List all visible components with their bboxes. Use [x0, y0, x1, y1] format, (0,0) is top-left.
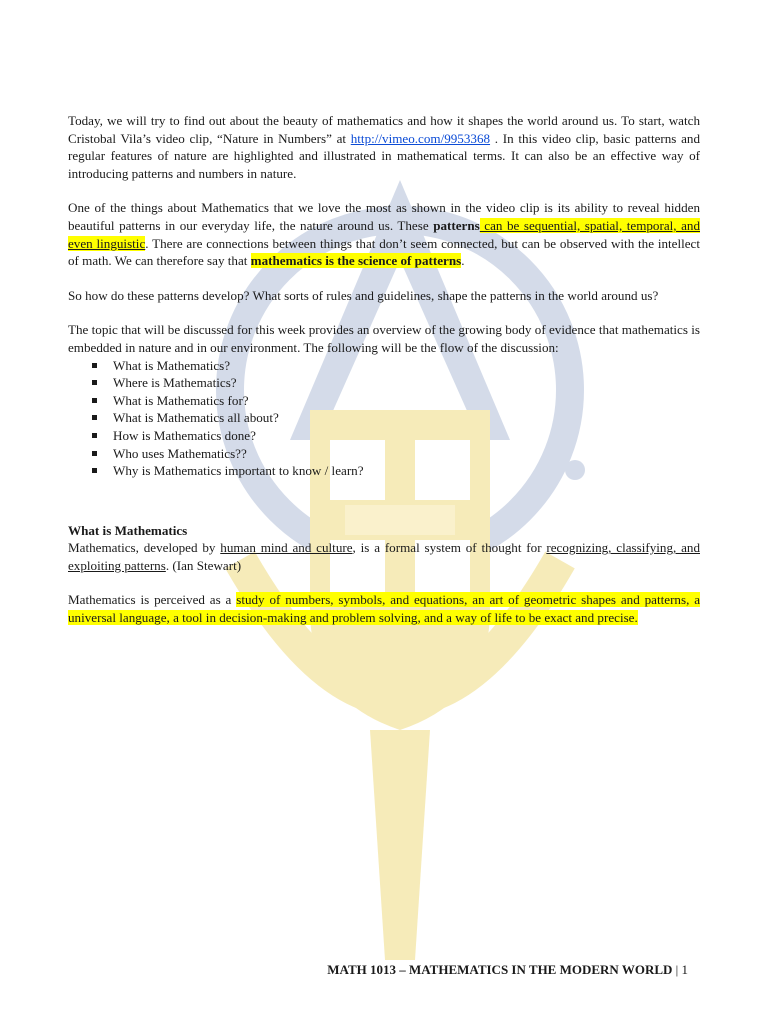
list-item: Where is Mathematics?	[113, 374, 700, 392]
video-link[interactable]: http://vimeo.com/9953368	[350, 130, 491, 146]
list-item: Who uses Mathematics??	[113, 445, 700, 463]
definition-paragraph	[68, 539, 700, 574]
perception-text-a: Mathematics is perceived as a	[68, 592, 237, 608]
patterns-text-c: .	[461, 253, 465, 269]
list-item: What is Mathematics?	[113, 357, 700, 375]
patterns-paragraph	[68, 199, 700, 269]
footer-page-number: 1	[681, 962, 688, 977]
definition-underline-2: recognizing, classifying, and exploiting patterns	[68, 540, 700, 573]
topics-list	[68, 357, 700, 480]
patterns-bold: patterns	[433, 217, 480, 233]
footer-course-title: MATH 1013 – MATHEMATICS IN THE MODERN WORLD	[327, 962, 673, 977]
section-heading: What is Mathematics	[68, 522, 188, 538]
patterns-text-b: . There are connections between things that don’t seem connected, but can be observed with the intellect of math. We can therefore say that	[68, 235, 701, 269]
page-footer	[327, 962, 688, 978]
list-item: Why is Mathematics important to know / learn?	[113, 462, 700, 480]
perception-highlight: study of numbers, symbols, and equations, an art of geometric shapes and patterns, a universal language, a tool in decision-making and problem solving, and a way of life to be exact and precise.	[68, 592, 701, 626]
intro-text-a: Today, we will try to find out about the beauty of mathematics and how it shapes the world around us. To start, watch Cristobal Vila’s video clip, “Nature in Numbers” at	[68, 113, 700, 146]
list-item: What is Mathematics all about?	[113, 409, 700, 427]
list-item: What is Mathematics for?	[113, 392, 700, 410]
definition-text-c: . (Ian Stewart)	[165, 557, 242, 573]
patterns-types-highlight: can be sequential, spatial, temporal, and even linguistic	[68, 217, 700, 251]
document-body	[68, 112, 700, 644]
question-paragraph: So how do these patterns develop? What sorts of rules and guidelines, shape the patterns in the world around us?	[68, 287, 659, 303]
science-of-patterns-highlight: mathematics is the science of patterns	[250, 253, 462, 269]
definition-text-b: , is a formal system of thought for	[352, 540, 547, 556]
intro-text-b: . In this video clip, basic patterns and regular features of nature are highlighted and illustrated in mathematical terms. It can also be an effective way of introducing patterns and numbers in nature.	[68, 130, 700, 181]
definition-underline-1: human mind and culture	[220, 540, 353, 556]
definition-text-a: Mathematics, developed by	[68, 540, 221, 556]
perception-paragraph	[68, 591, 700, 626]
overview-paragraph: The topic that will be discussed for this week provides an overview of the growing body of evidence that mathematics is embedded in nature and in our environment. The following will be the flow of the discussion:	[68, 322, 700, 355]
list-item: How is Mathematics done?	[113, 427, 700, 445]
patterns-text-a: One of the things about Mathematics that we love the most as shown in the video clip is its ability to reveal hidden beautiful patterns in our everyday life, the nature around us. These	[68, 200, 700, 233]
footer-separator: |	[672, 962, 682, 977]
intro-paragraph	[68, 112, 700, 182]
